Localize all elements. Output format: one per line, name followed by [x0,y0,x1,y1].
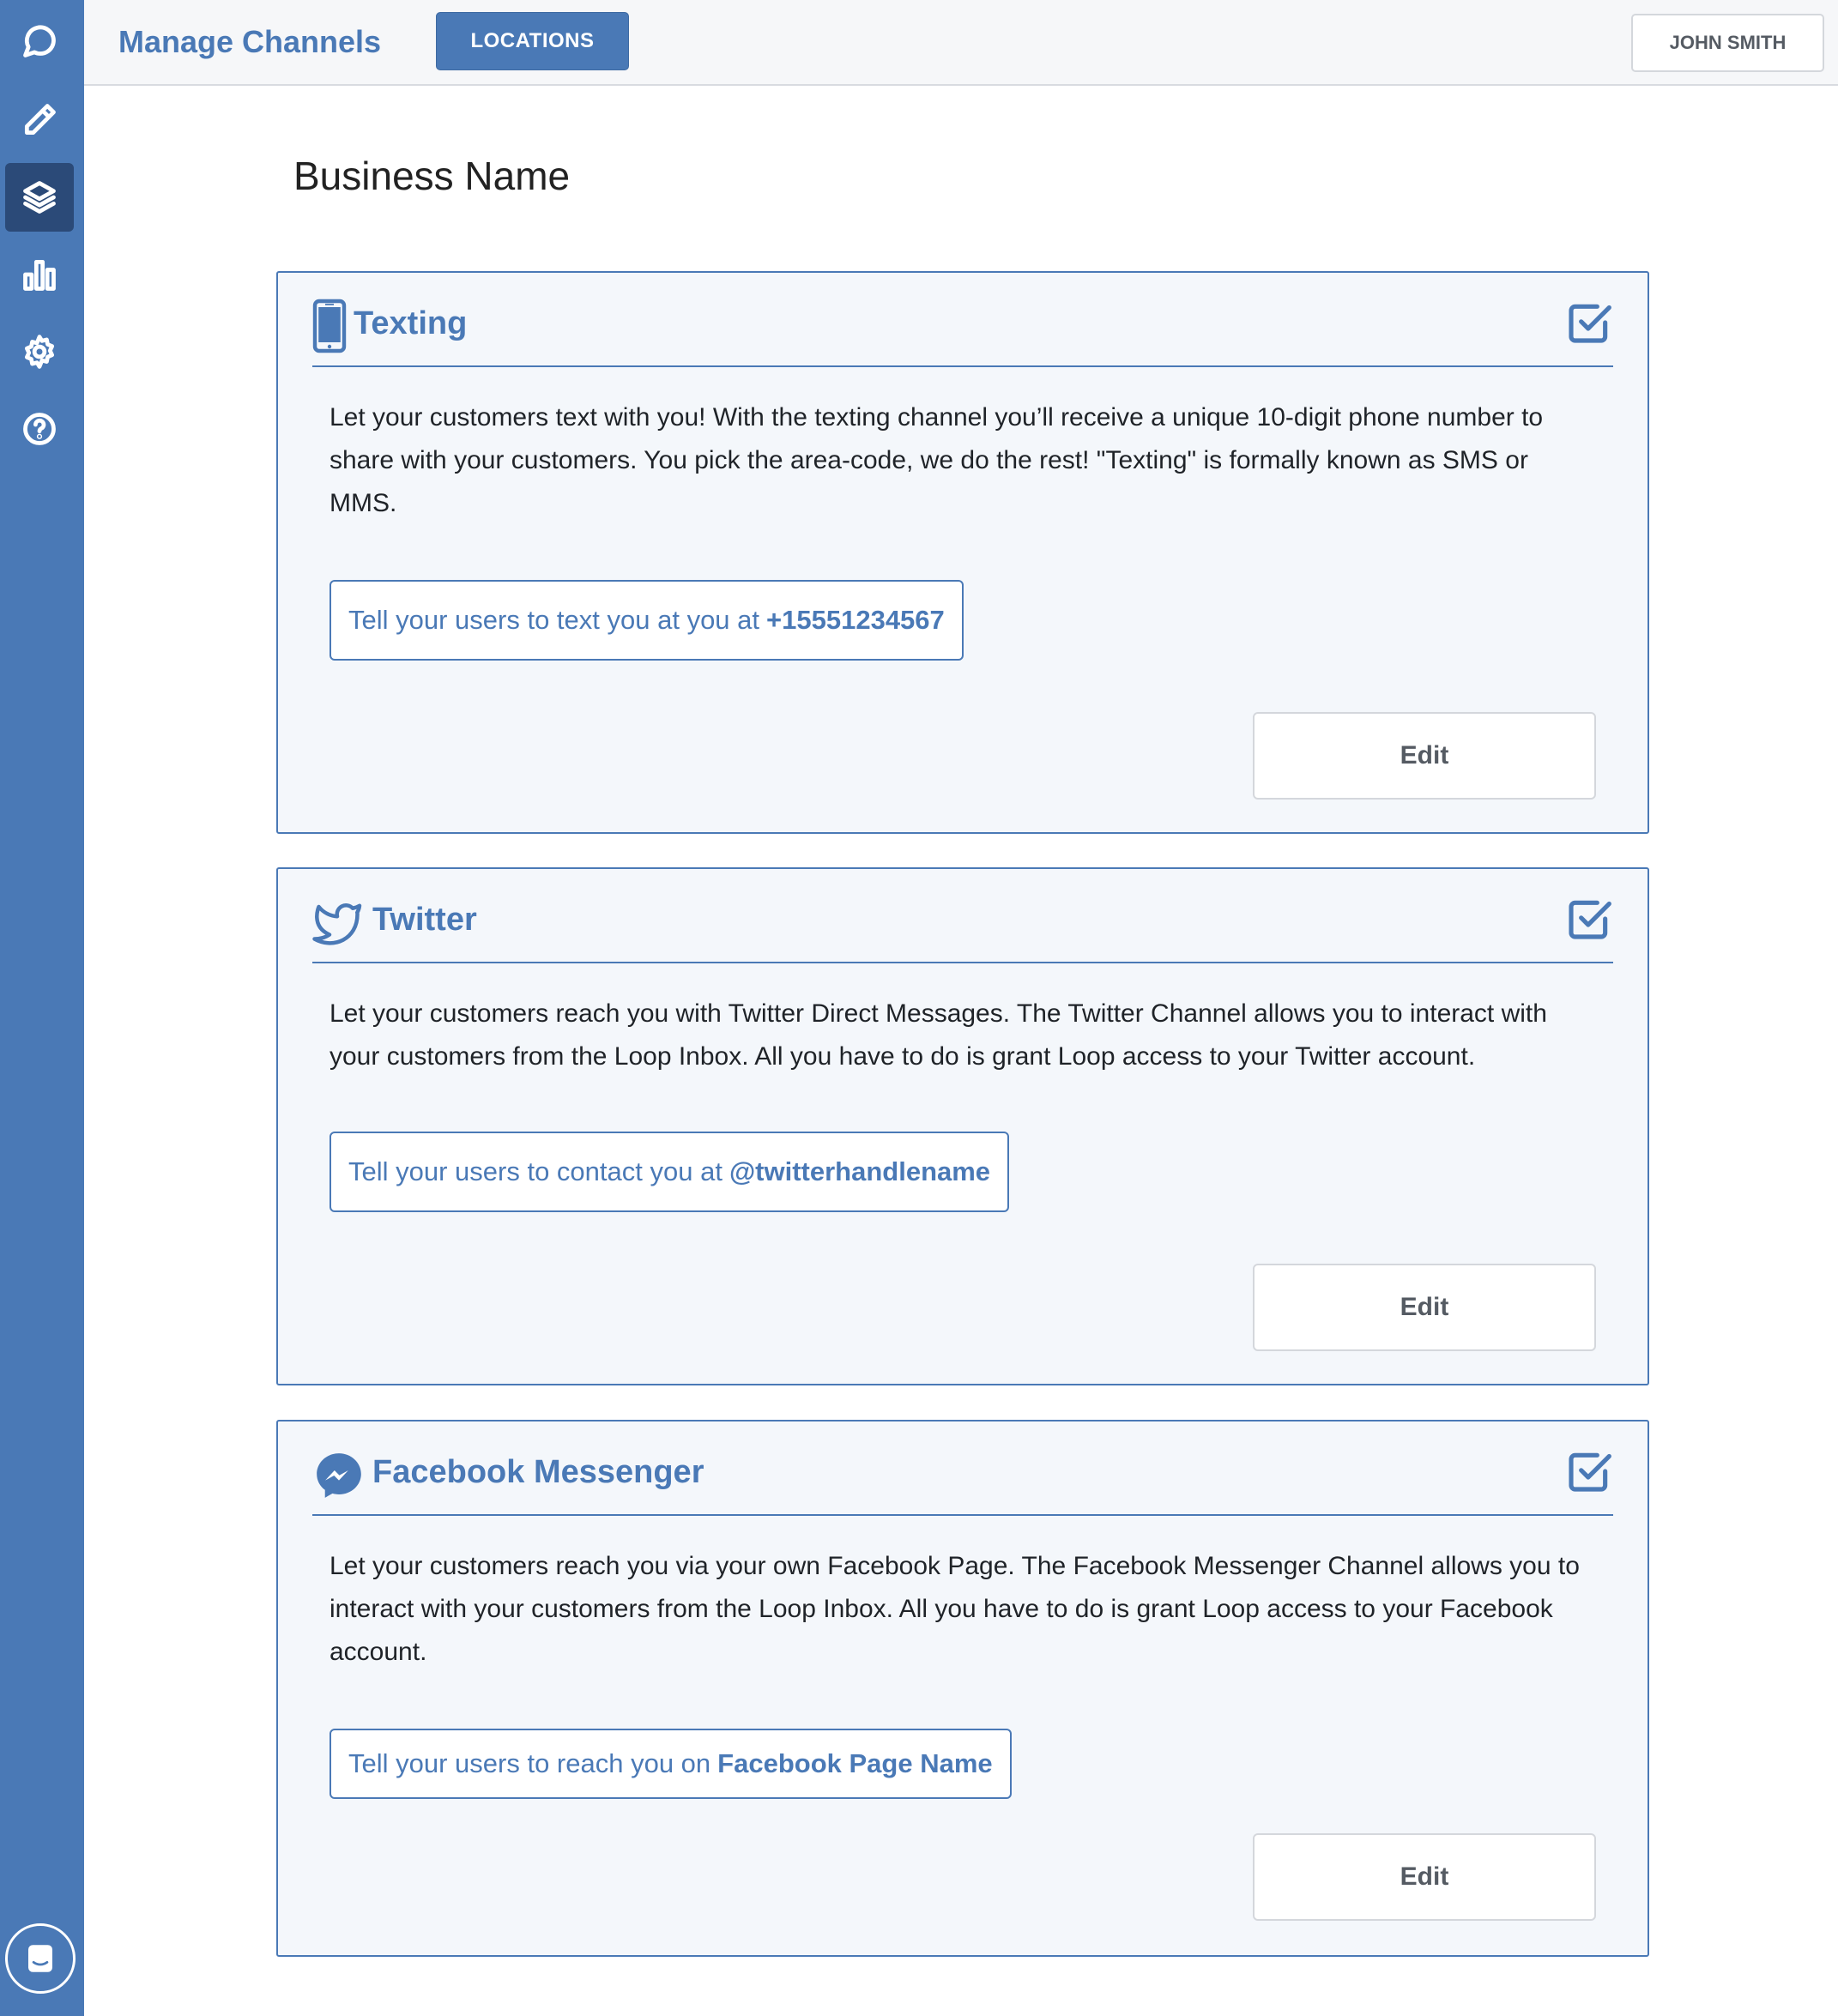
page-title: Manage Channels [118,24,382,59]
help-icon [21,410,58,448]
share-prefix: Tell your users to text you at you at [348,605,760,635]
card-header [312,1447,1613,1516]
user-menu-button[interactable]: JOHN SMITH [1631,14,1824,72]
channel-card-twitter [276,867,1649,1385]
share-value: Facebook Page Name [717,1748,993,1778]
share-value: +15551234567 [766,605,945,635]
topbar [84,0,1838,86]
edit-button[interactable]: Edit [1253,1833,1596,1921]
edit-button[interactable]: Edit [1253,712,1596,800]
locations-button[interactable]: LOCATIONS [436,12,629,70]
chat-launcher-icon [22,1941,58,1977]
chat-launcher-button[interactable] [5,1923,76,1994]
sidebar [0,0,84,2016]
card-description: Let your customers reach you via your own Facebook Page. The Facebook Messenger Channel allows you to interact with your customers from the Loop Inbox. All you have to do is grant Loop access to your Facebook account. [330,1552,1580,1666]
business-name-heading: Business Name [293,154,571,198]
share-value: @twitterhandlename [729,1156,991,1186]
channel-card-facebook-messenger [276,1420,1649,1957]
card-title: Twitter [372,902,477,938]
share-info-box [330,1729,1012,1799]
chat-bubble-icon [21,22,58,60]
share-info-box [330,580,964,661]
bar-chart-icon [21,256,58,293]
gear-icon [21,333,58,371]
sidebar-item-help[interactable] [5,395,74,463]
card-title: Facebook Messenger [372,1454,704,1490]
checkbox-checked-icon[interactable] [1565,895,1613,943]
share-prefix: Tell your users to contact you at [348,1156,723,1186]
checkbox-checked-icon[interactable] [1565,1447,1613,1495]
card-description: Let your customers reach you with Twitter Direct Messages. The Twitter Channel allows you to interact with your customers from the Loop Inbox. All you have to do is grant Loop access to your Twitter account. [330,999,1547,1071]
channel-card-texting [276,271,1649,834]
sidebar-item-reports[interactable] [5,240,74,309]
sidebar-item-inbox[interactable] [5,7,74,75]
twitter-icon [312,900,364,948]
card-title: Texting [354,305,468,341]
sidebar-item-compose[interactable] [5,86,74,154]
share-info-box [330,1132,1009,1212]
messenger-icon [312,1449,366,1502]
phone-icon [312,299,347,353]
share-prefix: Tell your users to reach you on [348,1748,711,1778]
card-header [312,299,1613,367]
pencil-icon [21,101,58,139]
checkbox-checked-icon[interactable] [1565,299,1613,347]
edit-button[interactable]: Edit [1253,1264,1596,1351]
card-description: Let your customers text with you! With the texting channel you’ll receive a unique 10-digit phone number to share with your customers. You pick the area-code, we do the rest! "Texting" is formally known as SMS or MMS. [330,403,1544,517]
layers-icon [21,178,58,216]
sidebar-item-settings[interactable] [5,317,74,386]
card-header [312,895,1613,963]
sidebar-item-channels[interactable] [5,163,74,232]
